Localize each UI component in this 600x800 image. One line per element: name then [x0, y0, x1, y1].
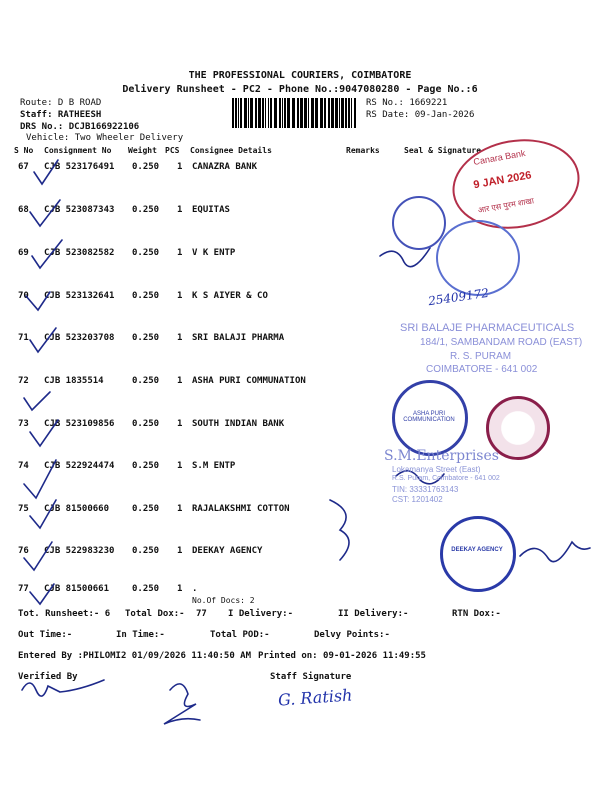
col-weight: Weight: [128, 146, 157, 155]
barcode-bar: [240, 98, 242, 128]
canara-name: Canara Bank: [472, 147, 527, 167]
barcode-bar: [341, 98, 344, 128]
row-sno: 72: [18, 376, 29, 386]
row-consignee: .: [192, 584, 198, 594]
row-pcs: 1: [177, 291, 183, 301]
row-consignee: EQUITAS: [192, 205, 230, 215]
row-weight: 0.250: [132, 248, 160, 258]
row-consignment: CJB 523109856: [44, 419, 115, 429]
row-consignee: S.M ENTP: [192, 461, 236, 471]
sm-stamp-line1: Lokamanya Street (East): [392, 465, 481, 474]
drs-number: DRS No.: DCJB166922106: [20, 122, 140, 132]
col-pcs: PCS: [165, 146, 180, 155]
barcode: [232, 98, 360, 128]
barcode-bar: [250, 98, 253, 128]
row-weight: 0.250: [132, 504, 160, 514]
barcode-bar: [244, 98, 247, 128]
row-consignment: CJB 523082582: [44, 248, 115, 258]
col-remarks: Remarks: [346, 146, 380, 155]
barcode-bar: [238, 98, 239, 128]
printed-on: Printed on: 09-01-2026 11:49:55: [258, 651, 426, 661]
row-pcs: 1: [177, 584, 183, 594]
row-sno: 67: [18, 162, 29, 172]
barcode-bar: [235, 98, 237, 128]
barcode-bar: [304, 98, 307, 128]
i-delivery: I Delivery:-: [228, 609, 294, 619]
rs-number: RS No.: 1669221: [366, 98, 448, 108]
staff-signature-handwriting: G. Ratish: [277, 685, 353, 710]
row-weight: 0.250: [132, 162, 160, 172]
col-consignee: Consignee Details: [190, 146, 272, 155]
barcode-bar: [262, 98, 264, 128]
barcode-bar: [255, 98, 257, 128]
row-consignment: CJB 522983230: [44, 546, 115, 556]
barcode-bar: [320, 98, 323, 128]
asha-puri-stamp: [392, 380, 468, 456]
barcode-bar: [287, 98, 290, 128]
row-consignee: CANAZRA BANK: [192, 162, 258, 172]
row-sno: 70: [18, 291, 29, 301]
verified-by: Verified By: [18, 672, 78, 682]
row-pcs: 1: [177, 419, 183, 429]
barcode-bar: [324, 98, 326, 128]
row-pcs: 1: [177, 205, 183, 215]
ii-delivery: II Delivery:-: [338, 609, 409, 619]
barcode-bar: [351, 98, 352, 128]
barcode-bar: [274, 98, 277, 128]
runsheet-subtitle: Delivery Runsheet - PC2 - Phone No.:9047080280 - Page No.:6: [122, 84, 478, 95]
signature-scribble-76: [520, 542, 590, 562]
deekay-name: DEEKAY AGENCY: [451, 547, 503, 553]
barcode-bar: [270, 98, 272, 128]
total-pod: Total POD:-: [210, 630, 270, 640]
barcode-bar: [345, 98, 347, 128]
row-consignee: DEEKAY AGENCY: [192, 546, 263, 556]
sm-stamp-line2: R.S. Puram, Coimbatore - 641 002: [392, 475, 500, 482]
barcode-bar: [335, 98, 338, 128]
rtn-dox: RTN Dox:-: [452, 609, 501, 619]
company-title: THE PROFESSIONAL COURIERS, COIMBATORE: [188, 70, 412, 81]
vk-enterprises-stamp: [436, 220, 520, 296]
barcode-bar: [308, 98, 309, 128]
barcode-bar: [258, 98, 261, 128]
barcode-bar: [331, 98, 334, 128]
canara-hindi: आर एस पुरम शाखा: [477, 196, 535, 215]
row-consignment: CJB 522924474: [44, 461, 115, 471]
delvy-points: Delvy Points:-: [314, 630, 390, 640]
barcode-bar: [354, 98, 356, 128]
row-consignment: CJB 523176491: [44, 162, 115, 172]
row-pcs: 1: [177, 546, 183, 556]
vehicle: Vehicle: Two Wheeler Delivery: [26, 133, 184, 143]
barcode-bar: [300, 98, 303, 128]
out-time: Out Time:-: [18, 630, 73, 640]
rs-date: RS Date: 09-Jan-2026: [366, 110, 475, 120]
row-pcs: 1: [177, 333, 183, 343]
staff-signature-label: Staff Signature: [270, 672, 352, 682]
sm-stamp-name: S.M.Enterprises: [384, 448, 499, 464]
row-pcs: 1: [177, 376, 183, 386]
row-consignment: CJB 523203708: [44, 333, 115, 343]
row-sno: 74: [18, 461, 29, 471]
row-weight: 0.250: [132, 546, 160, 556]
in-time: In Time:-: [116, 630, 165, 640]
row-consignee: SRI BALAJI PHARMA: [192, 333, 285, 343]
balaji-stamp-line3: R. S. PURAM: [450, 351, 512, 362]
barcode-bar: [232, 98, 234, 128]
tick-mark: [24, 392, 50, 410]
col-seal-signature: Seal & Signature: [404, 146, 482, 155]
row-sno: 71: [18, 333, 29, 343]
row-sno: 75: [18, 504, 29, 514]
row-weight: 0.250: [132, 461, 160, 471]
col-sno: S No: [14, 146, 34, 155]
signature-scribble-69: [380, 248, 430, 267]
row-consignee: SOUTH INDIAN BANK: [192, 419, 285, 429]
row-consignee: V K ENTP: [192, 248, 236, 258]
sm-stamp-line3: TIN: 33331763143: [392, 485, 459, 494]
row-sno: 68: [18, 205, 29, 215]
barcode-bar: [248, 98, 249, 128]
staff: Staff: RATHEESH: [20, 110, 102, 120]
row-consignee: RAJALAKSHMI COTTON: [192, 504, 290, 514]
barcode-bar: [297, 98, 299, 128]
no-of-docs: No.Of Docs: 2: [192, 596, 255, 605]
row-sno: 76: [18, 546, 29, 556]
total-dox-label: Total Dox:-: [125, 609, 185, 619]
row-pcs: 1: [177, 504, 183, 514]
row-pcs: 1: [177, 248, 183, 258]
barcode-bar: [339, 98, 340, 128]
verified-signature: [22, 680, 104, 696]
brace-mark: [330, 500, 349, 560]
tot-runsheet: Tot. Runsheet:- 6: [18, 609, 111, 619]
asha-name: ASHA PURI COMMUNICATION: [403, 411, 455, 423]
col-consignment: Consignment No: [44, 146, 112, 155]
barcode-bar: [279, 98, 281, 128]
row-sno: 73: [18, 419, 29, 429]
route: Route: D B ROAD: [20, 98, 102, 108]
row-weight: 0.250: [132, 205, 160, 215]
equitas-stamp: [392, 196, 446, 250]
barcode-bar: [265, 98, 266, 128]
barcode-bar: [311, 98, 314, 128]
row-sno: 77: [18, 584, 29, 594]
ks-aiyer-handwriting: 25409172: [427, 285, 490, 309]
row-consignment: CJB 81500661: [44, 584, 110, 594]
row-consignment: CJB 81500660: [44, 504, 110, 514]
row-weight: 0.250: [132, 291, 160, 301]
row-weight: 0.250: [132, 333, 160, 343]
balaji-stamp-line1: SRI BALAJE PHARMACEUTICALS: [400, 322, 575, 334]
row-weight: 0.250: [132, 376, 160, 386]
row-consignment: CJB 1835514: [44, 376, 104, 386]
barcode-bar: [268, 98, 269, 128]
canara-date: 9 JAN 2026: [472, 169, 533, 192]
row-sno: 69: [18, 248, 29, 258]
barcode-bar: [292, 98, 295, 128]
barcode-bar: [284, 98, 286, 128]
row-consignee: K S AIYER & CO: [192, 291, 268, 301]
row-weight: 0.250: [132, 584, 160, 594]
barcode-bar: [328, 98, 330, 128]
deekay-agency-stamp: [440, 516, 516, 592]
row-consignment: CJB 523132641: [44, 291, 115, 301]
row-consignment: CJB 523087343: [44, 205, 115, 215]
total-dox-value: 77: [196, 609, 207, 619]
sm-stamp-line4: CST: 1201402: [392, 495, 443, 504]
balaji-stamp-line4: COIMBATORE - 641 002: [426, 364, 538, 375]
balaji-stamp-line2: 184/1, SAMBANDAM ROAD (EAST): [420, 337, 583, 348]
row-weight: 0.250: [132, 419, 160, 429]
row-consignee: ASHA PURI COMMUNATION: [192, 376, 306, 386]
barcode-bar: [282, 98, 283, 128]
entered-by: Entered By :PHILOMI2 01/09/2026 11:40:50 AM: [18, 651, 251, 661]
row-pcs: 1: [177, 162, 183, 172]
barcode-bar: [315, 98, 318, 128]
barcode-bar: [348, 98, 350, 128]
row-pcs: 1: [177, 461, 183, 471]
center-signature: [164, 684, 200, 724]
